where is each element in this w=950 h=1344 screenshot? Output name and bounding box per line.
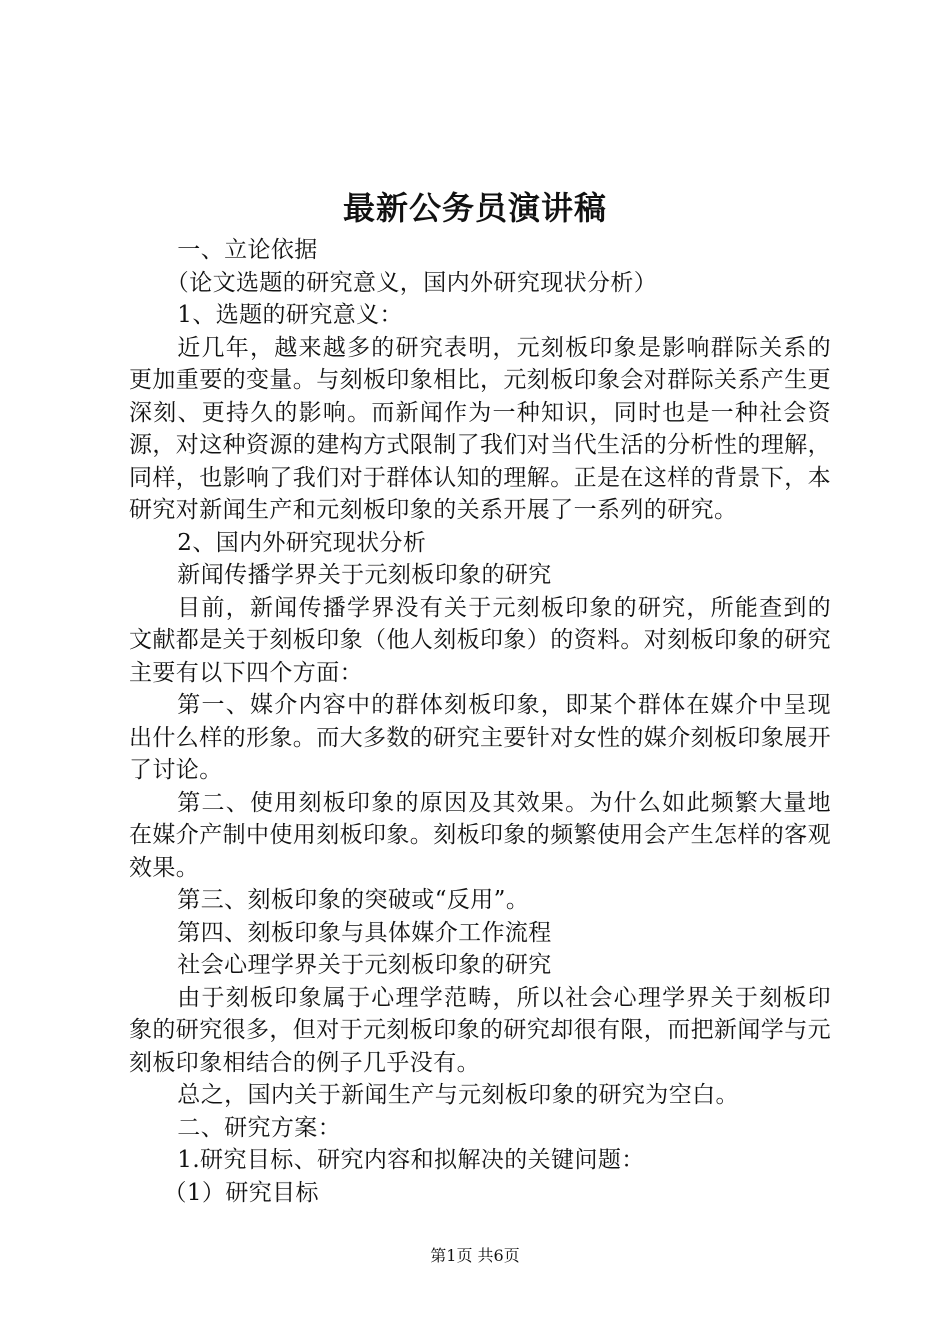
- paragraph-point-two: 第二、使用刻板印象的原因及其效果。为什么如此频繁大量地在媒介产制中使用刻板印象。刻板印象的频繁使用会产生怎样的客观效果。: [129, 789, 831, 881]
- subheading-status: 2、国内外研究现状分析: [177, 529, 427, 556]
- subheading-journalism-research: 新闻传播学界关于元刻板印象的研究: [177, 562, 552, 588]
- paragraph-point-four: 第四、刻板印象与具体媒介工作流程: [177, 919, 552, 946]
- document-title: 最新公务员演讲稿: [342, 189, 607, 227]
- paragraph-summary: 总之，国内关于新闻生产与元刻板印象的研究为空白。: [177, 1082, 739, 1108]
- subheading-psychology-research: 社会心理学界关于元刻板印象的研究: [177, 952, 552, 978]
- section-heading-plan: 二、研究方案：: [177, 1114, 342, 1141]
- document-body: [129, 234, 831, 1209]
- paragraph-journalism-research: 目前，新闻传播学界没有关于元刻板印象的研究，所能查到的文献都是关于刻板印象（他人刻板印象）的资料。对刻板印象的研究主要有以下四个方面：: [129, 594, 831, 686]
- paragraph-psychology-research: 由于刻板印象属于心理学范畴，所以社会心理学界关于刻板印象的研究很多，但对于元刻板印象的研究却很有限，而把新闻学与元刻板印象相结合的例子几乎没有。: [129, 984, 831, 1076]
- page-footer: 第1页 共6页: [430, 1246, 520, 1265]
- paragraph-significance: 近几年，越来越多的研究表明，元刻板印象是影响群际关系的更加重要的变量。与刻板印象相比，元刻板印象会对群际关系产生更深刻、更持久的影响。而新闻作为一种知识，同时也是一种社会资源，对这种资源的建构方式限制了我们对当代生活的分析性的理解，同样，也影响了我们对于群体认知的理解。正是在这样的背景下，本研究对新闻生产和元刻板印象的关系开展了一系列的研究。: [129, 334, 831, 523]
- paragraph-point-three: 第三、刻板印象的突破或“反用”。: [177, 887, 530, 913]
- subheading-goals: 1.研究目标、研究内容和拟解决的关键问题：: [177, 1147, 645, 1173]
- subheading-significance: 1、选题的研究意义：: [177, 302, 403, 328]
- section-subtitle-note: （论文选题的研究意义，国内外研究现状分析）: [165, 269, 658, 296]
- section-heading-basis: 一、立论依据: [177, 237, 318, 263]
- subheading-research-goal: （1）研究目标: [163, 1179, 319, 1206]
- paragraph-point-one: 第一、媒介内容中的群体刻板印象，即某个群体在媒介中呈现出什么样的形象。而大多数的研究主要针对女性的媒介刻板印象展开了讨论。: [129, 692, 831, 783]
